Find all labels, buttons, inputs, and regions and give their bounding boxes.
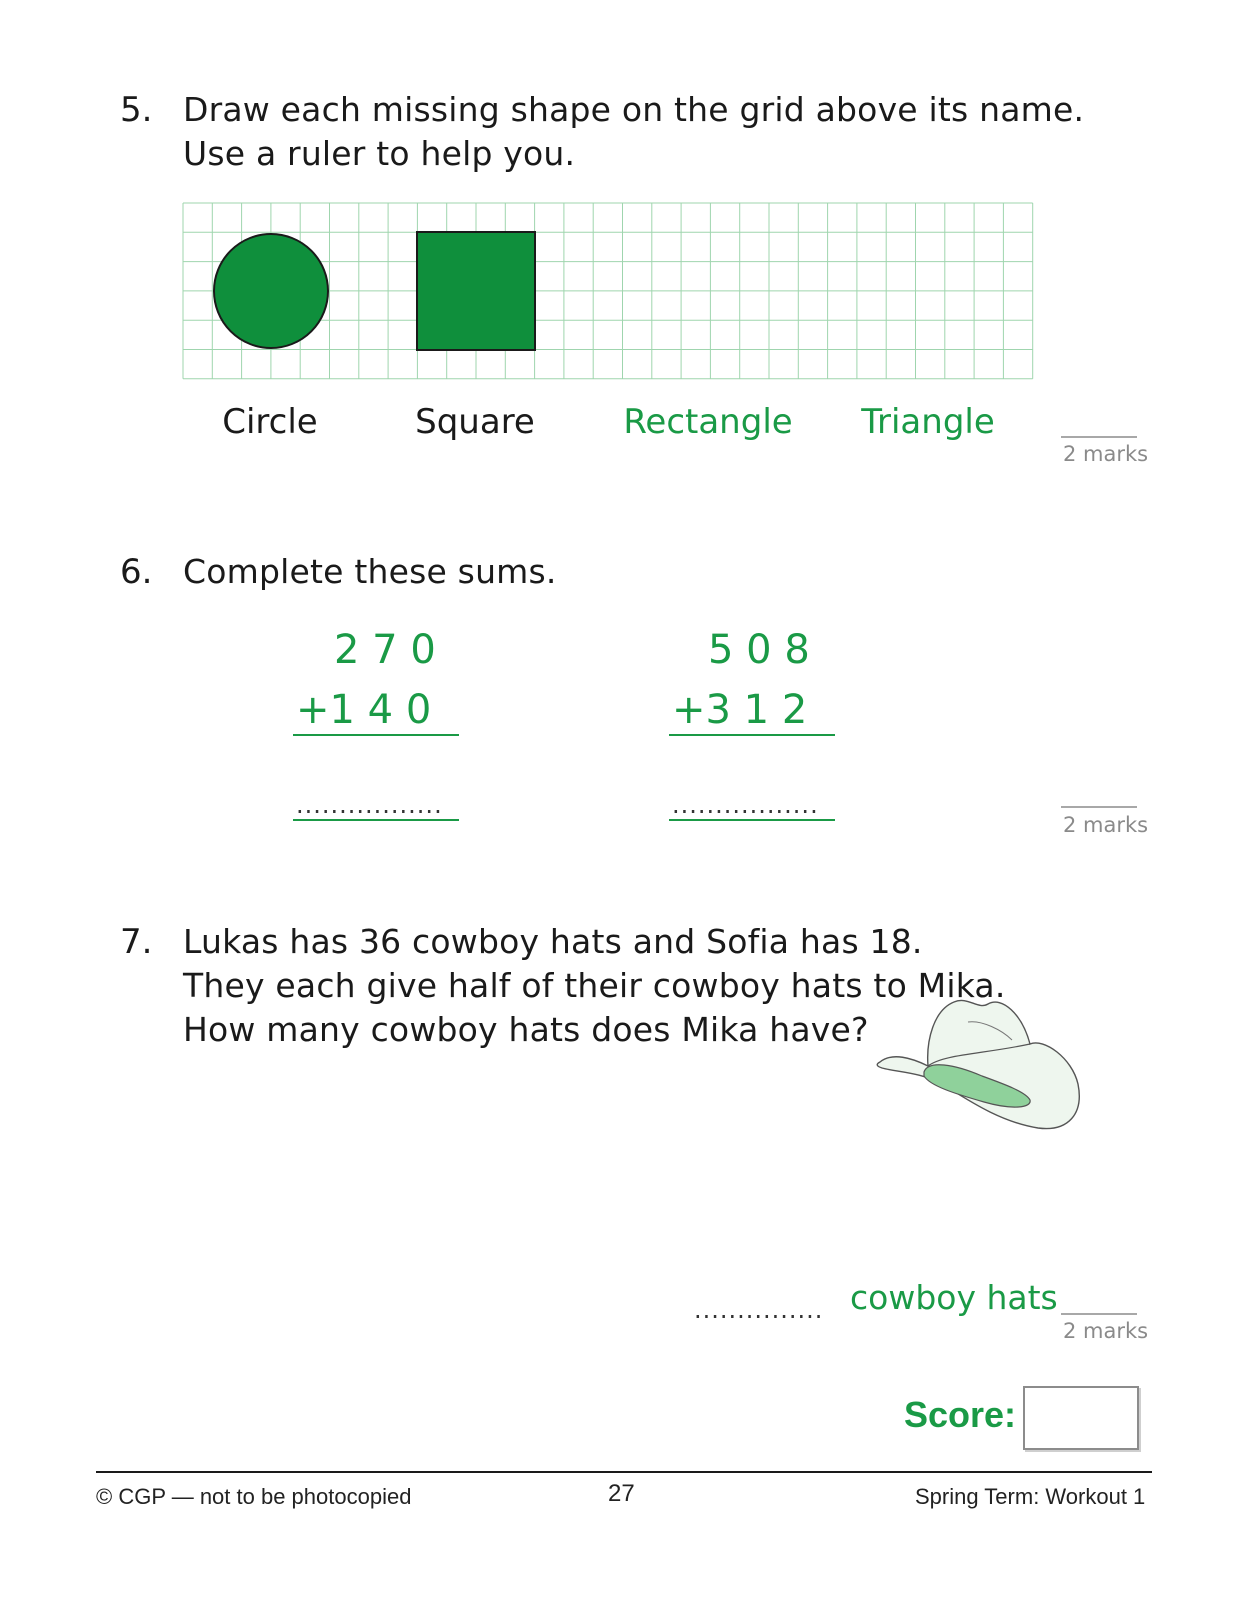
q7-answer-field[interactable]: ...............	[694, 1296, 824, 1324]
sum2-top: 5 0 8	[708, 627, 810, 673]
square-shape	[417, 232, 535, 350]
q6-prompt: Complete these sums.	[183, 552, 557, 591]
q7-marks: 2 marks	[1063, 1319, 1149, 1343]
page-number: 27	[608, 1480, 635, 1507]
label-rectangle: Rectangle	[623, 402, 793, 442]
sum1-top: 2 7 0	[334, 627, 436, 673]
q6-marks-line	[1061, 806, 1137, 808]
shape-grid[interactable]	[182, 202, 1034, 380]
sum2-answer-rule	[669, 819, 835, 821]
label-square: Square	[415, 402, 535, 442]
footer-copyright: © CGP — not to be photocopied	[96, 1484, 412, 1509]
sum1-answer-rule	[293, 819, 459, 821]
q5-number: 5.	[120, 90, 153, 130]
q5-instruction-line2: Use a ruler to help you.	[183, 134, 576, 173]
score-label: Score:	[904, 1394, 1017, 1435]
sum2-rule	[669, 734, 835, 736]
q7-line2: They each give half of their cowboy hats to Mika.	[183, 966, 1006, 1005]
sum2-bottom: +3 1 2	[672, 687, 808, 733]
q6-marks: 2 marks	[1063, 813, 1149, 837]
sum1-answer-field[interactable]: .................	[296, 791, 443, 819]
label-circle: Circle	[222, 402, 318, 442]
cowboy-hat-icon	[872, 996, 1084, 1136]
score-box[interactable]	[1023, 1386, 1139, 1450]
q5-instruction-line1: Draw each missing shape on the grid above its name.	[183, 90, 1085, 129]
q7-answer-unit: cowboy hats	[850, 1278, 1058, 1317]
sum2-answer-field[interactable]: .................	[672, 791, 819, 819]
sum1-rule	[293, 734, 459, 736]
circle-shape	[214, 234, 328, 348]
q6-number: 6.	[120, 552, 153, 592]
q5-marks-line	[1061, 436, 1137, 438]
label-triangle: Triangle	[861, 402, 995, 442]
footer-rule	[96, 1471, 1152, 1473]
q7-line3: How many cowboy hats does Mika have?	[183, 1010, 869, 1049]
sum1-bottom: +1 4 0	[296, 687, 432, 733]
footer-section: Spring Term: Workout 1	[915, 1484, 1146, 1509]
q7-line1: Lukas has 36 cowboy hats and Sofia has 18.	[183, 922, 923, 961]
q7-number: 7.	[120, 922, 153, 962]
q5-marks: 2 marks	[1063, 442, 1149, 466]
q7-marks-line	[1061, 1313, 1137, 1315]
